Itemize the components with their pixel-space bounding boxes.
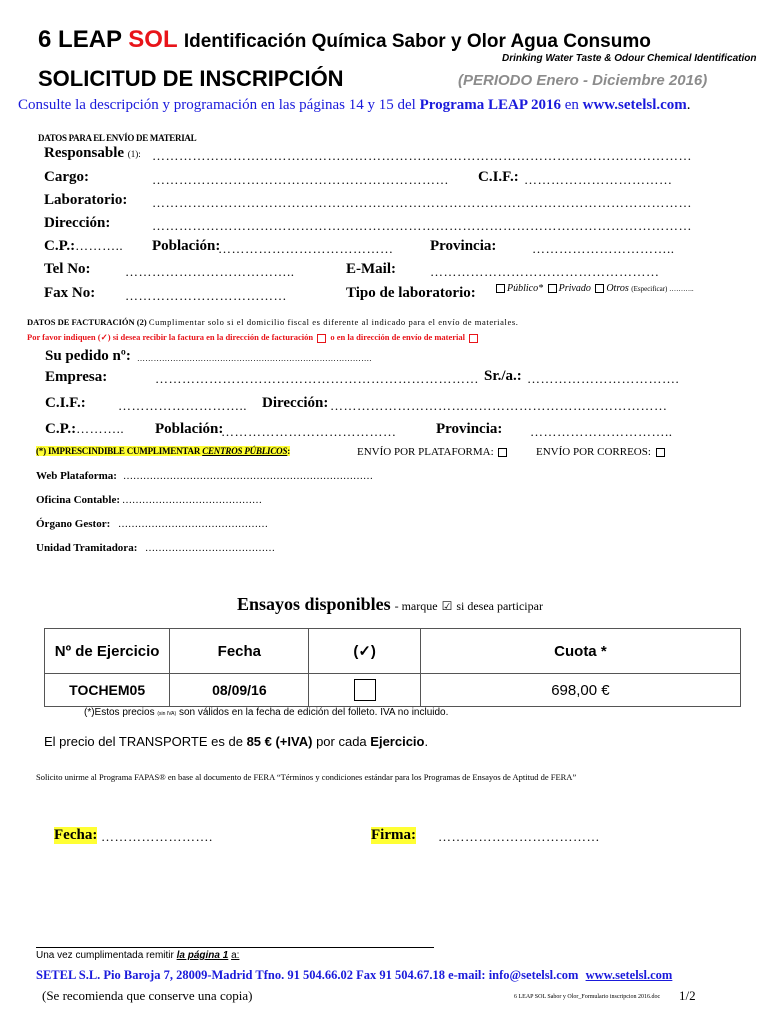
ensayos-title: Ensayos disponibles [237,594,391,614]
transporte-mid: por cada [316,734,367,749]
unidad-label: Unidad Tramitadora: [36,542,138,554]
tel-field[interactable]: ……………………………….. [125,264,295,279]
ensayos-marque-rest: si desea participar [456,599,543,613]
facturacion-title: DATOS DE FACTURACIÓN (2) [27,317,147,327]
precios-suffix: son válidos en la fecha de edición del folleto. IVA no incluido. [178,707,449,718]
email-label: E-Mail: [346,261,396,277]
impres-prefix: (*) IMPRESCINDIBLE CUMPLIMENTAR [36,446,201,456]
imprescindible-line [36,446,290,457]
oficina-field[interactable]: …………………………………… [122,495,262,506]
envio-poblacion-field[interactable]: ………………………………… [218,241,394,256]
envio-cp-label [44,238,123,255]
solicitud-title: SOLICITUD DE INSCRIPCIÓN [38,66,344,91]
firma-label: Firma: [371,827,416,843]
publico-label: Público* [507,283,544,294]
title-leap: LEAP [58,26,122,53]
fact-cif-field[interactable]: ……………………….. [118,398,247,413]
organo-field[interactable]: ……………………………………… [118,519,268,530]
file-name: 6 LEAP SOL Sabor y Olor_Formulario inscripcion 2016.doc [514,994,661,1000]
recomienda-text: (Se recomienda que conserve una copia) [42,988,253,1003]
sra-label: Sr./a.: [484,368,522,384]
responsable-text: Responsable [44,145,125,161]
consult-en: en [564,97,579,113]
factura-direccion-checkbox[interactable] [317,334,326,343]
pedido-label: Su pedido nº: [45,348,131,364]
oficina-label: Oficina Contable: [36,494,121,506]
pedido-field[interactable]: …………………………………………………………………………. [137,354,372,363]
setel-web-link[interactable]: www.setelsl.com [585,968,673,982]
empresa-field[interactable]: ……………………………………………………………… [155,371,479,386]
email-field[interactable]: …………………………………………… [430,264,660,279]
envio-poblacion-label: Población: [152,238,221,254]
otros-checkbox[interactable] [595,284,604,293]
consult-program: Programa LEAP 2016 [419,97,561,113]
transporte-dot: . [424,734,429,749]
ensayos-header-row [45,629,741,674]
fact-cp-text: C.P.: [45,421,77,437]
plataforma-checkbox[interactable] [498,448,507,457]
fact-direccion-field[interactable]: ………………………………………………………………… [330,398,668,413]
table-row [45,674,741,707]
header-ejercicio: Nº de Ejercicio [45,629,170,674]
transporte-amount: 85 € (+IVA) [246,734,313,749]
fecha-label: Fecha: [54,827,98,843]
cargo-label: Cargo: [44,169,89,185]
row-cuota: 698,00 € [420,674,740,707]
envio-cif-label: C.I.F.: [478,169,519,185]
transporte-line [44,734,428,749]
precios-small: (sin IVA) [157,711,177,717]
remitir-line [36,950,239,961]
transporte-prefix: El precio del TRANSPORTE es de [44,734,243,749]
header-fecha: Fecha [170,629,309,674]
envio-provincia-field[interactable]: ………………………….. [532,241,675,256]
firma-field[interactable]: ……………………………… [438,829,600,844]
consult-web-link[interactable]: www.setelsl.com [582,97,687,113]
header-check: (✓) [309,629,420,674]
correos-option [536,446,667,458]
title-sol: SOL [128,26,178,53]
unidad-field[interactable]: ………………………………… [145,543,275,554]
impres-centros: CENTROS PÚBLICOS [202,446,288,456]
ensayos-table [44,628,741,707]
row-check-cell [309,674,420,707]
envio-cif-field[interactable]: …………………………… [524,172,673,187]
envio-section-title: DATOS PARA EL ENVÍO DE MATERIAL [38,133,197,143]
envio-direccion-checkbox[interactable] [469,334,478,343]
fecha-field[interactable]: ……………………. [101,829,213,844]
empresa-label: Empresa: [45,369,108,385]
envio-cp-text: C.P.: [44,238,76,254]
organo-label: Órgano Gestor: [36,518,111,530]
ensayos-title-line [237,594,543,615]
setel-name: SETEL S.L. [36,968,101,982]
sra-field[interactable]: ……………………………. [527,371,680,386]
ensayos-marque: - marque [394,599,438,613]
remitir-bold: la página 1 [176,950,229,961]
imprescindible-highlight [36,446,290,456]
fax-label: Fax No: [44,285,96,301]
cargo-field[interactable]: ………………………………………………………… [152,172,449,187]
favor-check-icon: ✓ [100,332,108,342]
tel-label: Tel No: [44,261,91,277]
fact-provincia-field[interactable]: ………………………….. [530,424,673,439]
consult-prefix: Consulte la descripción y programación en las páginas 14 y 15 del [18,97,416,113]
especificar-label: (Especificar) ……….. [631,285,694,293]
tipo-options [494,283,694,294]
footer-divider [36,947,434,948]
ensayos-check-icon: ☑ [441,599,453,613]
fact-poblacion-label: Población: [155,421,224,437]
favor-prefix: Por favor indiquen ( [27,332,101,342]
remitir-suffix: a: [231,950,240,961]
privado-label: Privado [558,283,591,294]
privado-checkbox[interactable] [548,284,557,293]
solicito-text: Solicito unirme al Programa FAPAS® en base al documento de FERA “Términos y condiciones estándar para los Programas de Ensayos de Aptitud de FERA” [36,772,577,782]
precios-note [84,707,448,718]
fact-direccion-label: Dirección: [262,395,329,411]
web-plataforma-label: Web Plataforma: [36,470,117,482]
envio-cp-field[interactable]: ……….. [75,238,124,253]
correos-checkbox[interactable] [656,448,665,457]
tipo-label: Tipo de laboratorio: [346,285,476,301]
consult-end: . [686,97,691,113]
form-title [38,26,651,54]
header-cuota: Cuota * [420,629,740,674]
envio-provincia-label: Provincia: [430,238,497,254]
responsable-field[interactable]: ………………………………………………………………………………………………………… [152,148,692,163]
fact-provincia-label: Provincia: [436,421,503,437]
facturacion-header [27,317,518,327]
factura-preference-line [27,332,480,343]
facturacion-note: Cumplimentar solo si el domicilio fiscal es diferente al indicado para el envío de materiales. [148,317,519,327]
setel-line [36,968,672,983]
setel-address: Pio Baroja 7, 28009-Madrid Tfno. 91 504.66.02 Fax 91 504.67.18 e-mail: info@setelsl.com [103,968,579,982]
remitir-prefix: Una vez cumplimentada remitir [36,950,174,961]
laboratorio-label: Laboratorio: [44,192,128,208]
favor-o: o en la dirección de envío de material [330,332,466,342]
participar-checkbox[interactable] [354,679,376,701]
fact-poblacion-field[interactable]: ………………………………… [221,424,397,439]
responsable-label [44,145,141,162]
correos-label: ENVÍO POR CORREOS: [536,446,651,458]
fact-cif-label: C.I.F.: [45,395,86,411]
fact-cp-field[interactable]: ……….. [76,421,125,436]
fax-field[interactable]: ……………………………… [125,288,287,303]
consult-line [18,97,691,114]
plataforma-label: ENVÍO POR PLATAFORMA: [357,446,494,458]
row-fecha: 08/09/16 [170,674,309,707]
laboratorio-field[interactable]: ………………………………………………………………………………………………………… [152,195,692,210]
transporte-end: Ejercicio [370,734,425,749]
row-ejercicio: TOCHEM05 [45,674,170,707]
impres-suffix: : [287,446,291,456]
plataforma-option [357,446,509,458]
periodo-label: (PERIODO Enero - Diciembre 2016) [458,72,708,89]
web-plataforma-field[interactable]: ………………………………………………………………… [123,471,373,482]
publico-checkbox[interactable] [496,284,505,293]
subtitle-english: Drinking Water Taste & Odour Chemical Identification [502,53,757,64]
fact-cp-label [45,421,124,438]
favor-mid: ) si desea recibir la factura en la dirección de facturación [107,332,314,342]
precios-prefix: (*)Estos precios [84,707,155,718]
envio-direccion-label: Dirección: [44,215,111,231]
title-rest: Identificación Química Sabor y Olor Agua Consumo [183,31,651,52]
title-number: 6 [38,26,52,53]
responsable-note: (1): [127,149,141,159]
page-number: 1/2 [679,988,696,1003]
envio-direccion-field[interactable]: ………………………………………………………………………………………………………… [152,218,692,233]
otros-label: Otros [606,283,629,294]
